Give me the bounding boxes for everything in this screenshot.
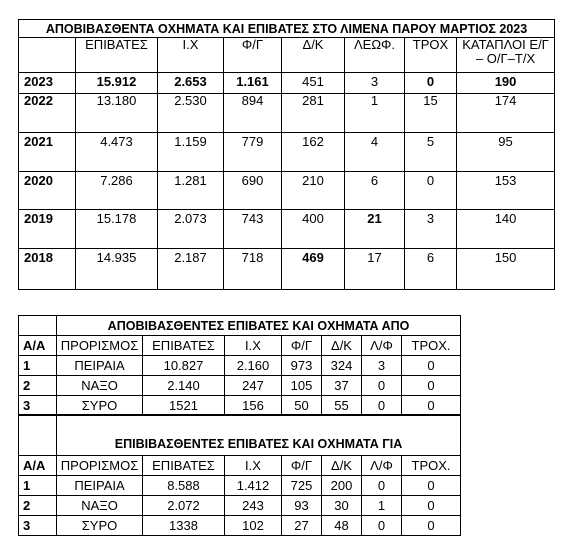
trailers-cell: 6 xyxy=(405,249,457,290)
trailers-cell: 3 xyxy=(405,210,457,249)
trailers-cell: 0 xyxy=(402,396,461,416)
buses-cell: 0 xyxy=(362,396,402,416)
table-row xyxy=(19,516,461,536)
year-cell: 2023 xyxy=(19,73,76,94)
table-header-row xyxy=(19,38,555,73)
table-row xyxy=(19,356,461,376)
buses-cell: 3 xyxy=(345,73,405,94)
tankers-cell: 469 xyxy=(282,249,345,290)
row-number: 2 xyxy=(19,496,57,516)
arrivals-cell: 140 xyxy=(457,210,555,249)
buses-cell: 0 xyxy=(362,476,402,496)
arrivals-cell: 190 xyxy=(457,73,555,94)
buses-cell: 1 xyxy=(345,94,405,133)
table-row xyxy=(19,210,555,249)
trailers-cell: 0 xyxy=(402,356,461,376)
trailers-cell: 0 xyxy=(402,496,461,516)
cars-cell: 102 xyxy=(225,516,282,536)
passengers-cell: 2.072 xyxy=(143,496,225,516)
table-row xyxy=(19,94,555,133)
tankers-cell: 324 xyxy=(322,356,362,376)
arrivals-cell: 174 xyxy=(457,94,555,133)
passengers-cell: 2.140 xyxy=(143,376,225,396)
column-header: Δ/Κ xyxy=(282,38,345,73)
passengers-cell: 13.180 xyxy=(76,94,158,133)
cars-cell: 243 xyxy=(225,496,282,516)
arrivals-cell: 95 xyxy=(457,133,555,172)
column-header: ΚΑΤΑΠΛΟΙ Ε/Γ – Ο/Γ–Τ/Χ xyxy=(457,38,555,73)
cars-cell: 2.653 xyxy=(158,73,224,94)
column-header: ΤΡΟΧ xyxy=(405,38,457,73)
buses-cell: 1 xyxy=(362,496,402,516)
arrivals-cell: 150 xyxy=(457,249,555,290)
row-number: 2 xyxy=(19,376,57,396)
trucks-cell: 894 xyxy=(224,94,282,133)
tankers-cell: 37 xyxy=(322,376,362,396)
column-header: Ι.Χ xyxy=(225,336,282,356)
column-header: ΤΡΟΧ. xyxy=(402,456,461,476)
trucks-cell: 779 xyxy=(224,133,282,172)
passengers-cell: 1338 xyxy=(143,516,225,536)
column-header: Δ/Κ xyxy=(322,336,362,356)
passengers-cell: 15.178 xyxy=(76,210,158,249)
column-header: Λ/Φ xyxy=(362,336,402,356)
passengers-cell: 8.588 xyxy=(143,476,225,496)
trailers-cell: 0 xyxy=(402,376,461,396)
buses-cell: 17 xyxy=(345,249,405,290)
row-number: 1 xyxy=(19,356,57,376)
column-header: Ι.Χ xyxy=(158,38,224,73)
port-cell: ΝΑΞΟ xyxy=(57,496,143,516)
trailers-cell: 5 xyxy=(405,133,457,172)
trailers-cell: 15 xyxy=(405,94,457,133)
table-row xyxy=(19,249,555,290)
table-row xyxy=(19,396,461,416)
tankers-cell: 451 xyxy=(282,73,345,94)
cars-cell: 1.159 xyxy=(158,133,224,172)
trucks-cell: 725 xyxy=(282,476,322,496)
trailers-cell: 0 xyxy=(402,476,461,496)
tankers-cell: 48 xyxy=(322,516,362,536)
buses-cell: 4 xyxy=(345,133,405,172)
column-header: Λ/Φ xyxy=(362,456,402,476)
column-header: ΠΡΟΡΙΣΜΟΣ xyxy=(57,456,143,476)
table-header-row xyxy=(19,456,461,476)
table-title: ΑΠΟΒΙΒΑΣΘΕΝΤΑ ΟΧΗΜΑΤΑ ΚΑΙ ΕΠΙΒΑΤΕΣ ΣΤΟ ΛΙΜΕΝΑ ΠΑΡΟΥ ΜΑΡΤΙΟΣ 2023 xyxy=(19,20,555,38)
column-header: Α/Α xyxy=(19,456,57,476)
port-cell: ΠΕΙΡΑΙΑ xyxy=(57,356,143,376)
tankers-cell: 200 xyxy=(322,476,362,496)
tankers-cell: 210 xyxy=(282,172,345,210)
year-cell: 2019 xyxy=(19,210,76,249)
port-cell: ΣΥΡΟ xyxy=(57,516,143,536)
year-cell: 2018 xyxy=(19,249,76,290)
trucks-cell: 690 xyxy=(224,172,282,210)
passengers-cell: 14.935 xyxy=(76,249,158,290)
column-header xyxy=(19,38,76,73)
embarkation-by-destination-table xyxy=(18,414,461,536)
column-header: Δ/Κ xyxy=(322,456,362,476)
table-row xyxy=(19,476,461,496)
table-row xyxy=(19,376,461,396)
trucks-cell: 27 xyxy=(282,516,322,536)
trailers-cell: 0 xyxy=(402,516,461,536)
row-number: 1 xyxy=(19,476,57,496)
port-cell: ΣΥΡΟ xyxy=(57,396,143,416)
row-number: 3 xyxy=(19,516,57,536)
blank-cell xyxy=(19,316,57,336)
tankers-cell: 55 xyxy=(322,396,362,416)
column-header: ΠΡΟΡΙΣΜΟΣ xyxy=(57,336,143,356)
column-header: ΕΠΙΒΑΤΕΣ xyxy=(143,456,225,476)
column-header: Φ/Γ xyxy=(282,456,322,476)
table-row xyxy=(19,133,555,172)
passengers-cell: 15.912 xyxy=(76,73,158,94)
cars-cell: 2.187 xyxy=(158,249,224,290)
table-title: ΕΠΙΒΙΒΑΣΘΕΝΤΕΣ ΕΠΙΒΑΤΕΣ ΚΑΙ ΟΧΗΜΑΤΑ ΓΙΑ xyxy=(57,415,461,456)
column-header: ΤΡΟΧ. xyxy=(402,336,461,356)
passengers-cell: 10.827 xyxy=(143,356,225,376)
tankers-cell: 400 xyxy=(282,210,345,249)
passengers-cell: 4.473 xyxy=(76,133,158,172)
trailers-cell: 0 xyxy=(405,172,457,210)
passengers-cell: 1521 xyxy=(143,396,225,416)
buses-cell: 6 xyxy=(345,172,405,210)
column-header: Φ/Γ xyxy=(224,38,282,73)
buses-cell: 0 xyxy=(362,516,402,536)
trucks-cell: 973 xyxy=(282,356,322,376)
trailers-cell: 0 xyxy=(405,73,457,94)
trucks-cell: 743 xyxy=(224,210,282,249)
port-cell: ΝΑΞΟ xyxy=(57,376,143,396)
cars-cell: 156 xyxy=(225,396,282,416)
column-header: Φ/Γ xyxy=(282,336,322,356)
column-header: Ι.Χ xyxy=(225,456,282,476)
buses-cell: 3 xyxy=(362,356,402,376)
column-header: ΕΠΙΒΑΤΕΣ xyxy=(76,38,158,73)
disembarkation-by-origin-table xyxy=(18,315,461,416)
annual-disembarkation-table xyxy=(18,19,555,290)
year-cell: 2020 xyxy=(19,172,76,210)
cars-cell: 247 xyxy=(225,376,282,396)
table-title: ΑΠΟΒΙΒΑΣΘΕΝΤΕΣ ΕΠΙΒΑΤΕΣ ΚΑΙ ΟΧΗΜΑΤΑ ΑΠΟ xyxy=(57,316,461,336)
table-row xyxy=(19,172,555,210)
port-cell: ΠΕΙΡΑΙΑ xyxy=(57,476,143,496)
cars-cell: 2.160 xyxy=(225,356,282,376)
buses-cell: 0 xyxy=(362,376,402,396)
trucks-cell: 105 xyxy=(282,376,322,396)
buses-cell: 21 xyxy=(345,210,405,249)
tankers-cell: 162 xyxy=(282,133,345,172)
trucks-cell: 1.161 xyxy=(224,73,282,94)
column-header: ΛΕΩΦ. xyxy=(345,38,405,73)
tankers-cell: 281 xyxy=(282,94,345,133)
column-header: Α/Α xyxy=(19,336,57,356)
trucks-cell: 718 xyxy=(224,249,282,290)
table-row xyxy=(19,73,555,94)
cars-cell: 2.530 xyxy=(158,94,224,133)
cars-cell: 1.281 xyxy=(158,172,224,210)
tankers-cell: 30 xyxy=(322,496,362,516)
blank-cell xyxy=(19,415,57,456)
year-cell: 2021 xyxy=(19,133,76,172)
cars-cell: 2.073 xyxy=(158,210,224,249)
row-number: 3 xyxy=(19,396,57,416)
arrivals-cell: 153 xyxy=(457,172,555,210)
table-row xyxy=(19,496,461,516)
trucks-cell: 50 xyxy=(282,396,322,416)
year-cell: 2022 xyxy=(19,94,76,133)
passengers-cell: 7.286 xyxy=(76,172,158,210)
cars-cell: 1.412 xyxy=(225,476,282,496)
column-header: ΕΠΙΒΑΤΕΣ xyxy=(143,336,225,356)
trucks-cell: 93 xyxy=(282,496,322,516)
table-header-row xyxy=(19,336,461,356)
